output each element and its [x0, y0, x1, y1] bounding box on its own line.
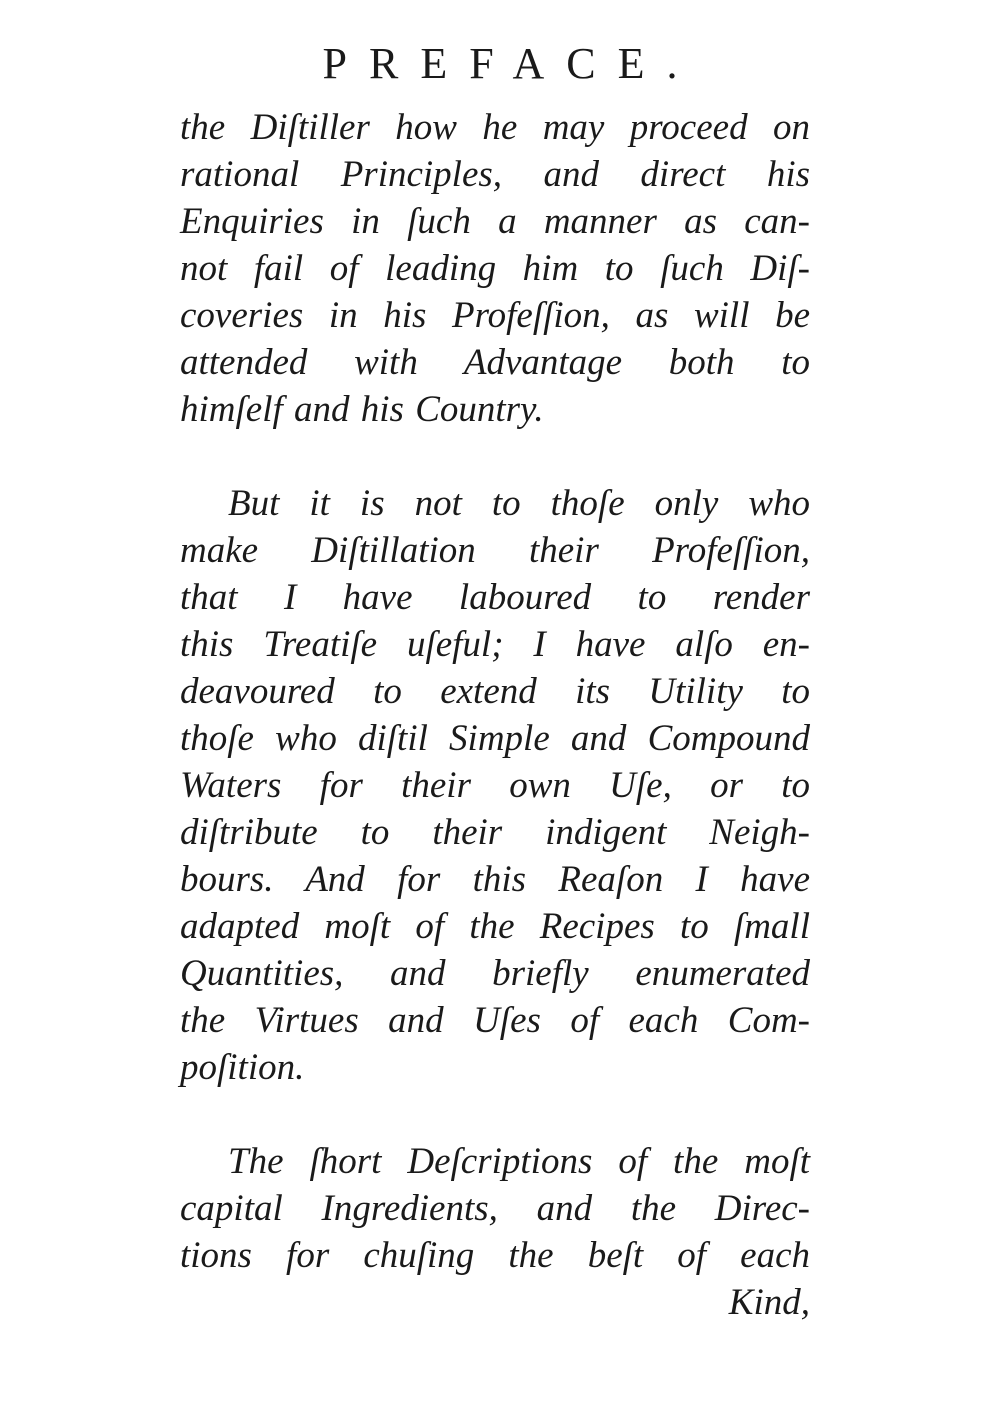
text-line: Quantities, and briefly enumerated [180, 953, 810, 994]
text-line: attended with Advantage both to [180, 342, 810, 383]
text-line: But it is not to thoſe only who [228, 483, 810, 524]
paragraph-gap [180, 1091, 810, 1138]
text-line: deavoured to extend its Utility to [180, 671, 810, 712]
text-line: the Virtues and Uſes of each Com- [180, 1000, 810, 1041]
text-line: that I have laboured to render [180, 577, 810, 618]
text-line: make Diſtillation their Profeſſion, [180, 530, 810, 571]
text-line: coveries in his Profeſſion, as will be [180, 295, 810, 336]
text-line: Kind, [728, 1282, 810, 1323]
paragraph-gap [180, 433, 810, 480]
page-body-text [180, 104, 810, 1326]
text-line: not fail of leading him to ſuch Diſ- [180, 248, 810, 289]
text-line: this Treatiſe uſeful; I have alſo en- [180, 624, 810, 665]
text-line: The ſhort Deſcriptions of the moſt [228, 1141, 810, 1182]
text-line: poſition. [180, 1047, 305, 1088]
text-line: Enquiries in ſuch a manner as can- [180, 201, 810, 242]
text-line: tions for chuſing the beſt of each [180, 1235, 810, 1276]
page-title: PREFACE. [322, 39, 700, 88]
text-line: bours. And for this Reaſon I have [180, 859, 810, 900]
paragraph [180, 480, 810, 1091]
paragraph [180, 1138, 810, 1326]
paragraph [180, 104, 810, 433]
text-line: himſelf and his Country. [180, 389, 544, 430]
text-line: diſtribute to their indigent Neigh- [180, 812, 810, 853]
text-line: thoſe who diſtil Simple and Compound [180, 718, 810, 759]
text-line: the Diſtiller how he may proceed on [180, 107, 810, 148]
text-line: adapted moſt of the Recipes to ſmall [180, 906, 810, 947]
text-line: capital Ingredients, and the Direc- [180, 1188, 810, 1229]
text-line: Waters for their own Uſe, or to [180, 765, 810, 806]
text-line: rational Principles, and direct his [180, 154, 810, 195]
